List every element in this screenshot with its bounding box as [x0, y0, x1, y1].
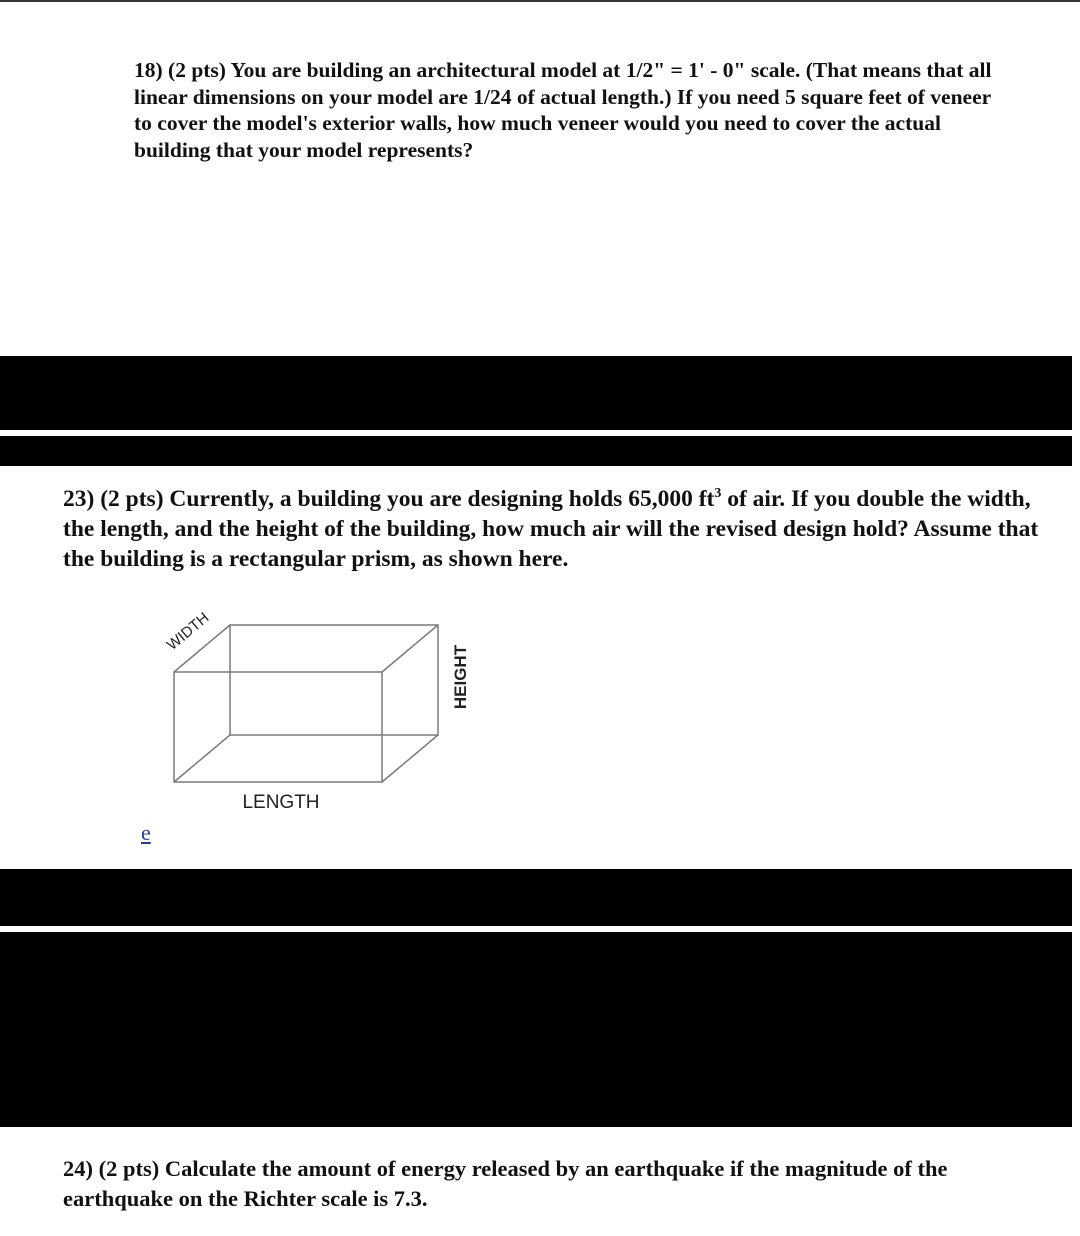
height-label: HEIGHT: [451, 644, 470, 710]
prism-edges: [174, 625, 438, 782]
question-23-text-before: 23) (2 pts) Currently, a building you are designing holds 65,000 ft: [63, 486, 715, 512]
prism-front-face: [174, 672, 382, 782]
question-24: 24) (2 pts) Calculate the amount of energy released by an earthquake if the magnitude of the earthquake on the Richter scale is 7.3.: [63, 1156, 948, 1211]
cubic-superscript: 3: [714, 486, 722, 502]
link-e[interactable]: e: [141, 820, 151, 845]
prism-edge-bottom-right: [382, 735, 438, 782]
width-label: WIDTH: [163, 609, 213, 654]
prism-back-face: [230, 625, 438, 735]
question-18: 18) (2 pts) You are building an architectural model at 1/2" = 1' - 0" scale. (That means that all linear dimensions on your model are 1/24 of actual length.) If you need 5 square feet of veneer to cover the model's exterior walls, how much veneer would you need to cover the actual building that your model represents?: [134, 58, 992, 162]
question-23-text-after: of air. If you double the width, the length, and the height of the building, how much air will the revised design hold? Assume that the building is a rectangular prism, as shown here.: [63, 486, 1039, 572]
redaction-bar-3: [0, 869, 1072, 926]
prism-edge-bottom-left: [174, 735, 230, 782]
prism-edge-top-right: [382, 625, 438, 672]
length-label: LENGTH: [242, 792, 320, 813]
redaction-bar-4: [0, 932, 1072, 1127]
